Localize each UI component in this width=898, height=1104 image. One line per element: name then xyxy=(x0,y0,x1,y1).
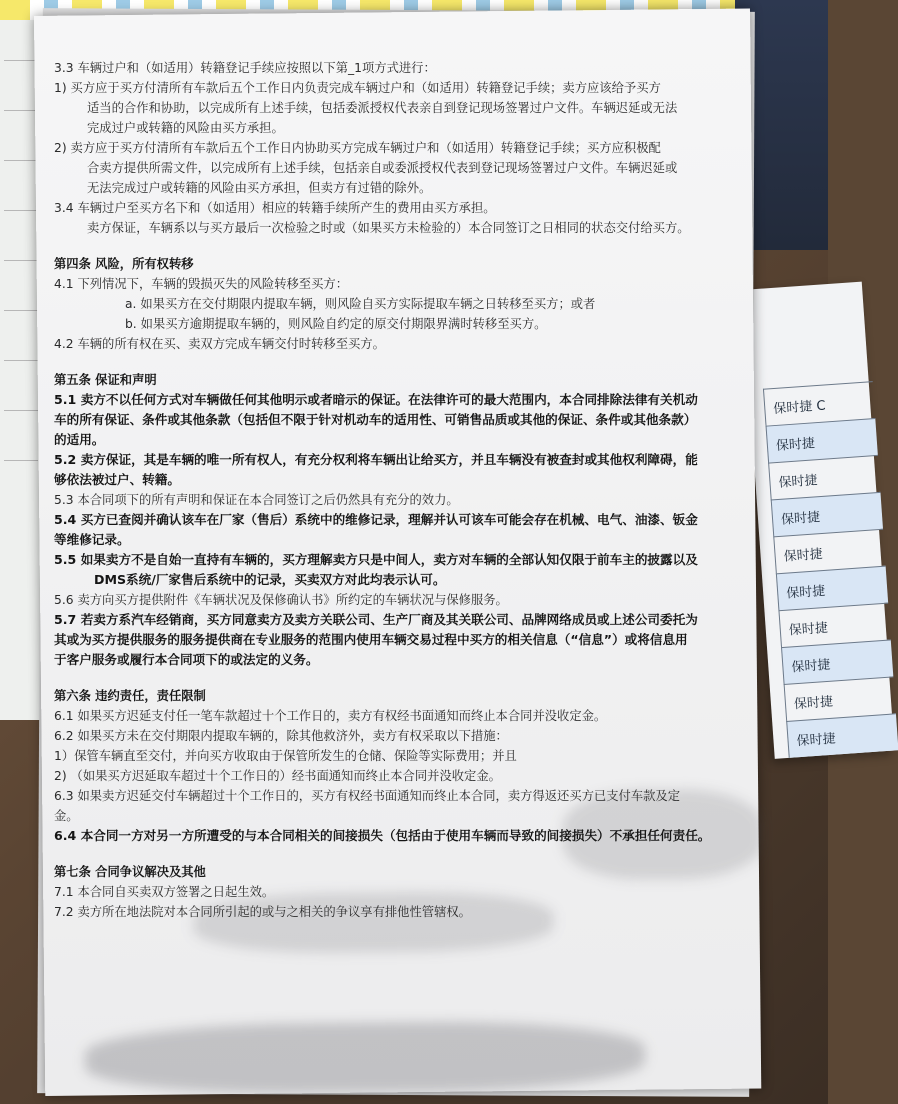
contract-line: 7.1 本合同自买卖双方签署之日起生效。 xyxy=(54,885,275,899)
contract-line: 6.1 如果买方迟延支付任一笔车款超过十个工作日的，卖方有权经书面通知而终止本合同并没收定金。 xyxy=(54,709,607,723)
contract-line: 的适用。 xyxy=(54,432,105,447)
background-table-cell: 保时捷 xyxy=(773,529,885,574)
background-right-table xyxy=(763,381,898,758)
contract-line: 其或为买方提供服务的服务提供商在专业服务的范围内使用车辆交易过程中买方的相关信息（“信息”）或将信息用 xyxy=(54,632,688,647)
background-table-cell: 保时捷 xyxy=(786,713,898,758)
contract-line: 够依法被过户、转籍。 xyxy=(54,472,180,487)
contract-line: 5.5 如果卖方不是自始一直持有车辆的，买方理解卖方只是中间人，卖方对车辆的全部认知仅限于前车主的披露以及 xyxy=(54,552,698,567)
contract-line: 3.3 车辆过户和（如适用）转籍登记手续应按照以下第_1项方式进行： xyxy=(54,61,436,75)
contract-line: 6.3 如果卖方迟延交付车辆超过十个工作日的，买方有权经书面通知而终止本合同，卖方得返还买方已支付车款及定 xyxy=(54,789,681,803)
background-table-cell: 保时捷 xyxy=(776,566,888,611)
contract-line: 5.1 卖方不以任何方式对车辆做任何其他明示或者暗示的保证。在法律许可的最大范围内，本合同排除法律有关机动 xyxy=(54,392,698,407)
contract-line: 无法完成过户或转籍的风险由买方承担，但卖方有过错的除外。 xyxy=(87,181,432,195)
contract-line: 5.7 若卖方系汽车经销商，买方同意卖方及卖方关联公司、生产厂商及其关联公司、品牌网络成员或上述公司委托为 xyxy=(54,612,698,627)
contract-line: a. 如果买方在交付期限内提取车辆，则风险自买方实际提取车辆之日转移至买方；或者 xyxy=(125,297,596,311)
contract-line: 5.2 卖方保证，其是车辆的唯一所有权人，有充分权利将车辆出让给买方，并且车辆没有被查封或其他权利障碍，能 xyxy=(54,452,698,467)
contract-line: 5.4 买方已查阅并确认该车在厂家（售后）系统中的维修记录，理解并认可该车可能会存在机械、电气、油漆、钣金 xyxy=(54,512,698,527)
section-heading: 第六条 违约责任，责任限制 xyxy=(54,689,206,703)
background-table-cell: 保时捷 xyxy=(784,676,896,721)
background-table-cell: 保时捷 xyxy=(768,455,880,500)
contract-line: 4.1 下列情况下，车辆的毁损灭失的风险转移至买方： xyxy=(54,277,348,291)
contract-line: DMS系统/厂家售后系统中的记录，买卖双方对此均表示认可。 xyxy=(94,572,446,587)
contract-line: 4.2 车辆的所有权在买、卖双方完成车辆交付时转移至买方。 xyxy=(54,337,385,351)
contract-line: 金。 xyxy=(54,809,79,823)
contract-line: 1) 买方应于买方付清所有车款后五个工作日内负责完成车辆过户和（如适用）转籍登记手续；卖方应该给予买方 xyxy=(54,81,661,95)
section-heading: 第五条 保证和声明 xyxy=(54,373,157,387)
contract-line: 6.2 如果买方未在交付期限内提取车辆的，除其他救济外，卖方有权采取以下措施： xyxy=(54,729,508,743)
shadow-patch xyxy=(85,1020,646,1096)
contract-line: 于客户服务或履行本合同项下的或法定的义务。 xyxy=(54,652,319,667)
contract-line: 2) 卖方应于买方付清所有车款后五个工作日内协助买方完成车辆过户和（如适用）转籍登记手续；买方应积极配 xyxy=(54,141,661,155)
contract-line: 7.2 卖方所在地法院对本合同所引起的或与之相关的争议享有排他性管辖权。 xyxy=(54,905,471,919)
contract-line: 完成过户或转籍的风险由买方承担。 xyxy=(87,121,284,135)
section-heading: 第七条 合同争议解决及其他 xyxy=(54,865,206,879)
contract-line: 车的所有保证、条件或其他条款（包括但不限于针对机动车的适用性、可销售品质或其他的保证、条件或其他条款） xyxy=(54,412,697,427)
background-table-cell: 保时捷 xyxy=(781,639,893,684)
contract-line: b. 如果买方逾期提取车辆的，则风险自约定的原交付期限界满时转移至买方。 xyxy=(125,317,547,331)
contract-line: 5.3 本合同项下的所有声明和保证在本合同签订之后仍然具有充分的效力。 xyxy=(54,493,459,507)
contract-line: 1）保管车辆直至交付，并向买方收取由于保管所发生的仓储、保险等实际费用；并且 xyxy=(54,749,517,763)
contract-line: 5.6 卖方向买方提供附件《车辆状况及保修确认书》所约定的车辆状况与保修服务。 xyxy=(54,593,508,607)
contract-line: 等维修记录。 xyxy=(54,532,130,547)
background-table-cell: 保时捷 xyxy=(778,603,890,648)
contract-line: 卖方保证，车辆系以与买方最后一次检验之时或（如果买方未检验的）本合同签订之日相同的状态交付给买方。 xyxy=(87,221,690,235)
contract-line: 6.4 本合同一方对另一方所遭受的与本合同相关的间接损失（包括由于使用车辆而导致的间接损失）不承担任何责任。 xyxy=(54,828,711,843)
background-table-cell: 保时捷 C xyxy=(763,381,875,426)
contract-line: 适当的合作和协助，以完成所有上述手续，包括委派授权代表亲自到登记现场签署过户文件。车辆迟延或无法 xyxy=(87,101,678,115)
background-table-cell: 保时捷 xyxy=(766,418,878,463)
background-table-cell: 保时捷 xyxy=(771,492,883,537)
section-heading: 第四条 风险，所有权转移 xyxy=(54,257,194,271)
contract-line: 3.4 车辆过户至买方名下和（如适用）相应的转籍手续所产生的费用由买方承担。 xyxy=(54,201,496,215)
contract-line: 2) （如果买方迟延取车超过十个工作日的）经书面通知而终止本合同并没收定金。 xyxy=(54,769,501,783)
contract-line: 合卖方提供所需文件，以完成所有上述手续，包括亲自或委派授权代表到登记现场签署过户文件。车辆迟延或 xyxy=(87,161,678,175)
contract-text xyxy=(54,58,734,922)
